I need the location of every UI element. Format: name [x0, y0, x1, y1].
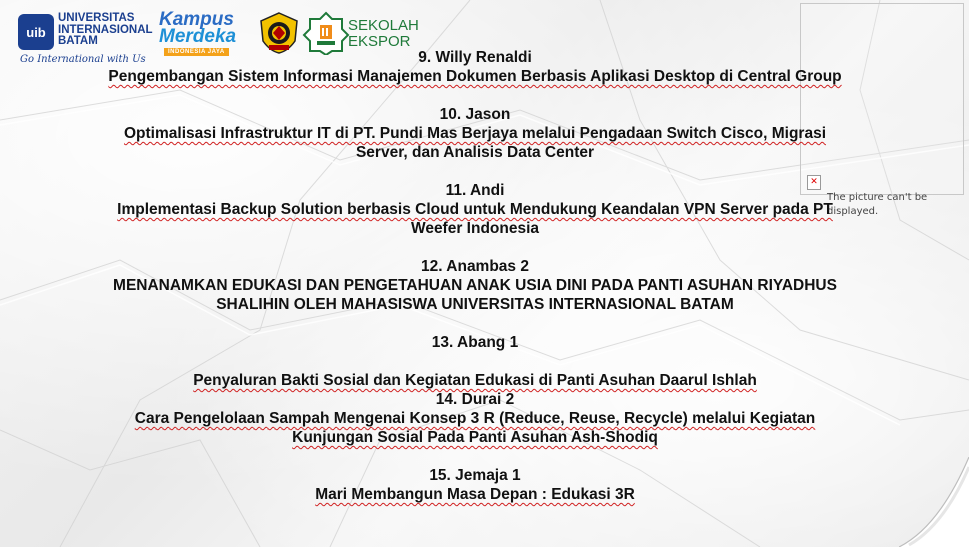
entry-number: 14. Durai 2 [435, 391, 515, 408]
entry-title: MENANAMKAN EDUKASI DAN PENGETAHUAN ANAK USIA DINI PADA PANTI ASUHAN RIYADHUS [113, 277, 837, 294]
sekolah-ekspor-text: SEKOLAH EKSPOR [348, 17, 419, 50]
list-item [60, 257, 890, 314]
entry-number: 9. Willy Renaldi [418, 49, 532, 66]
entry-number: 11. Andi [445, 182, 505, 199]
entry-number: 12. Anambas 2 [421, 258, 529, 275]
entry-title: Weefer Indonesia [410, 220, 540, 237]
entry-title: Mari Membangun Masa Depan : Edukasi 3R [315, 486, 635, 503]
uib-logo-mark: uib [18, 14, 54, 50]
uib-logo-text: UNIVERSITAS INTERNASIONAL BATAM [58, 12, 153, 47]
entry-number: 15. Jemaja 1 [429, 467, 521, 484]
kampus-merdeka-logo: Kampus Merdeka [159, 9, 237, 47]
list-item [60, 466, 890, 504]
entry-title: Optimalisasi Infrastruktur IT di PT. Pundi Mas Berjaya melalui Pengadaan Switch Cisco, Migrasi [124, 125, 826, 142]
entry-title: Cara Pengelolaan Sampah Mengenai Konsep 3 R (Reduce, Reuse, Recycle) melalui Kegiatan [134, 410, 816, 427]
broken-picture-message: The picture can't be displayed. [827, 192, 928, 217]
broken-image-icon: ✕ [807, 175, 821, 190]
list-item [60, 333, 890, 390]
entry-title: Pengembangan Sistem Informasi Manajemen Dokumen Berbasis Aplikasi Desktop di Central Group [108, 68, 842, 85]
project-list [60, 48, 890, 504]
entry-title: Kunjungan Sosial Pada Panti Asuhan Ash-Shodiq [292, 429, 658, 446]
list-item [60, 48, 890, 86]
entry-title: Implementasi Backup Solution berbasis Cloud untuk Mendukung Keandalan VPN Server pada PT [117, 201, 833, 218]
entry-number: 13. Abang 1 [431, 334, 519, 351]
list-item [60, 390, 890, 447]
entry-title: SHALIHIN OLEH MAHASISWA UNIVERSITAS INTERNASIONAL BATAM [216, 296, 734, 313]
list-item [60, 181, 890, 238]
entry-title: Server, dan Analisis Data Center [355, 144, 595, 161]
entry-title: Penyaluran Bakti Sosial dan Kegiatan Edukasi di Panti Asuhan Daarul Ishlah [193, 372, 757, 389]
page-curl-icon [899, 457, 969, 547]
kampus-merdeka-subtitle: INDONESIA JAYA [164, 48, 229, 56]
entry-number: 10. Jason [439, 106, 511, 123]
uib-tagline: Go International with Us [20, 54, 146, 65]
list-item [60, 105, 890, 162]
